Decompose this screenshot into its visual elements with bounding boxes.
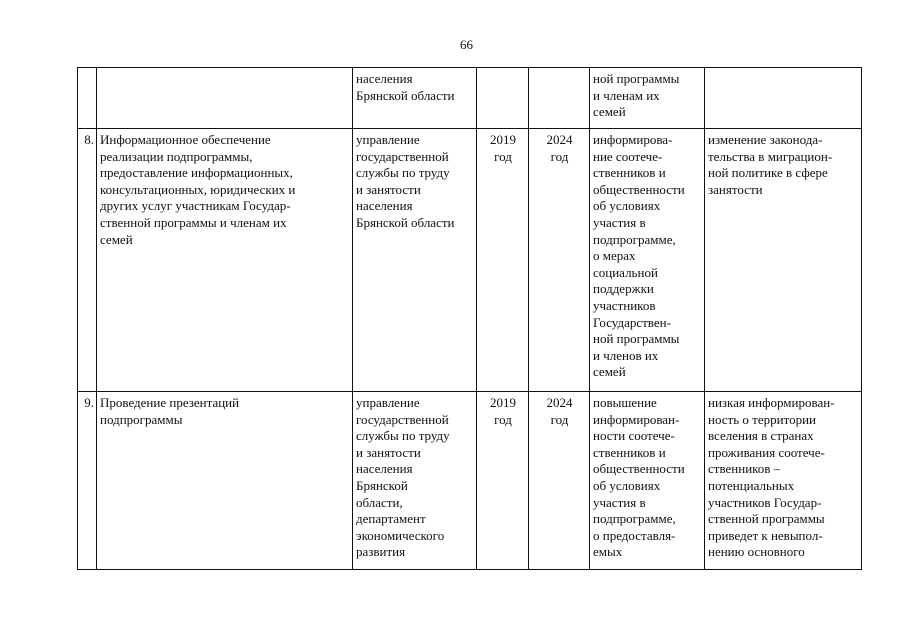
- executor: управление государственной службы по труду и занятости населения Брянской области: [353, 129, 477, 392]
- risk-consequence: [705, 68, 862, 129]
- table-row-continued: [78, 68, 862, 129]
- expected-result: информирова- ние соотече- ственников и общественности об условиях участия в подпрограмме, о мерах социальной поддержки участников Государствен- ной программы и членов их семей: [590, 129, 705, 392]
- table-row-9: [78, 392, 862, 570]
- measure-name: Проведение презентаций подпрограммы: [97, 392, 353, 570]
- start-year: 2019 год: [477, 129, 529, 392]
- table-row-8: [78, 129, 862, 392]
- executor: населения Брянской области: [353, 68, 477, 129]
- risk-consequence: низкая информирован- ность о территории вселения в странах проживания соотече- ственников – потенциальных участников Государ- ственной программы приведет к невыпол- нению основного: [705, 392, 862, 570]
- risk-consequence: изменение законода- тельства в миграцион- ной политике в сфере занятости: [705, 129, 862, 392]
- end-year: 2024 год: [529, 129, 590, 392]
- measure-name: [97, 68, 353, 129]
- executor: управление государственной службы по труду и занятости населения Брянской области, департамент экономического развития: [353, 392, 477, 570]
- end-year: [529, 68, 590, 129]
- expected-result: ной программы и членам их семей: [590, 68, 705, 129]
- measure-name: Информационное обеспечение реализации подпрограммы, предоставление информационных, консультационных, юридических и других услуг участникам Государ- ственной программы и членам их семей: [97, 129, 353, 392]
- end-year: 2024 год: [529, 392, 590, 570]
- expected-result: повышение информирован- ности соотече- ственников и общественности об условиях участия в подпрограмме, о предоставля- емых: [590, 392, 705, 570]
- row-number: 9.: [78, 392, 97, 570]
- page-number: 66: [460, 37, 473, 52]
- row-number: [78, 68, 97, 129]
- start-year: 2019 год: [477, 392, 529, 570]
- program-measures-table: [77, 67, 862, 570]
- start-year: [477, 68, 529, 129]
- row-number: 8.: [78, 129, 97, 392]
